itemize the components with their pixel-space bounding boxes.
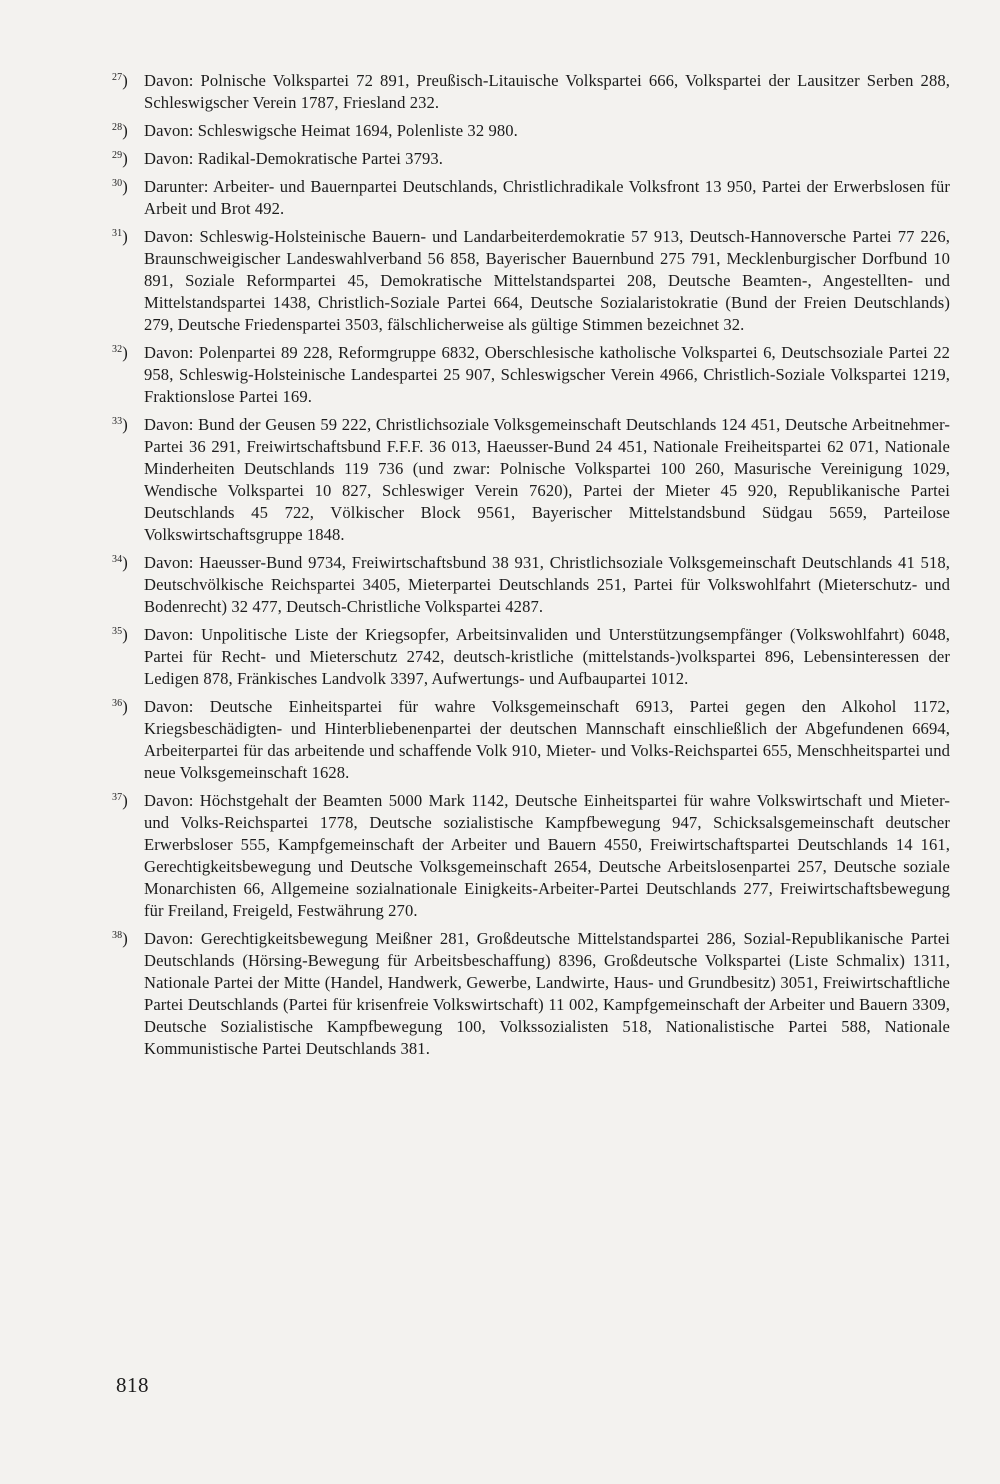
footnote-28 (112, 120, 950, 142)
footnote-text: Davon: Haeusser-Bund 9734, Freiwirtschaftsbund 38 931, Christlichsoziale Volksgemeinschaft Deutschlands 41 518, Deutschvölkische Reichspartei 3405, Mieterpartei Deutschlands 251, Partei für Volkswohlfahrt (Mieterschutz- und Bodenrecht) 32 477, Deutsch-Christliche Volkspartei 4287. (144, 553, 950, 616)
footnote-list (112, 70, 950, 1066)
footnote-number: 28 (112, 122, 123, 133)
footnote-number: 38 (112, 930, 123, 941)
footnote-marker: $^{34}$) (112, 553, 128, 572)
footnote-33 (112, 414, 950, 546)
footnote-number: 37 (112, 792, 123, 803)
footnote-30 (112, 176, 950, 220)
footnote-35 (112, 624, 950, 690)
footnote-marker: $^{33}$) (112, 415, 128, 434)
footnote-number: 34 (112, 554, 123, 565)
footnote-text: Darunter: Arbeiter- und Bauernpartei Deutschlands, Christlichradikale Volksfront 13 950, Partei der Erwerbslosen für Arbeit und Brot 492. (144, 177, 950, 218)
footnote-marker: $^{36}$) (112, 697, 128, 716)
footnote-37 (112, 790, 950, 922)
footnote-text: Davon: Deutsche Einheitspartei für wahre Volksgemeinschaft 6913, Partei gegen den Alkohol 1172, Kriegsbeschädigten- und Hinterbliebenenpartei der deutschen Mannschaft einschließlich der Abgefundenen 6694, Arbeiterpartei für das arbeitende und schaffende Volk 910, Mieter- und Volks-Reichspartei 655, Menschheitspartei und neue Volksgemeinschaft 1628. (144, 697, 950, 782)
footnote-number: 33 (112, 416, 123, 427)
footnote-text: Davon: Polnische Volkspartei 72 891, Preußisch-Litauische Volkspartei 666, Volkspartei der Lausitzer Serben 288, Schleswigscher Verein 1787, Friesland 232. (144, 71, 950, 112)
footnote-marker: $^{37}$) (112, 791, 128, 810)
footnote-number: 32 (112, 344, 123, 355)
footnote-number: 27 (112, 72, 123, 83)
footnote-text: Davon: Radikal-Demokratische Partei 3793. (144, 149, 444, 168)
footnote-marker: $^{27}$) (112, 71, 128, 90)
footnote-34 (112, 552, 950, 618)
footnote-number: 36 (112, 698, 123, 709)
footnote-marker: $^{32}$) (112, 343, 128, 362)
footnote-38 (112, 928, 950, 1060)
footnote-text: Davon: Bund der Geusen 59 222, Christlichsoziale Volksgemeinschaft Deutschlands 124 451, Deutsche Arbeitnehmer-Partei 36 291, Freiwirtschaftsbund F.F.F. 36 013, Haeusser-Bund 24 451, Nationale Freiheitspartei 62 071, Nationale Minderheiten Deutschlands 119 736 (und zwar: Polnische Volkspartei 100 260, Masurische Vereinigung 1029, Wendische Volkspartei 10 827, Schleswiger Verein 7620), Partei der Mieter 45 920, Republikanische Partei Deutschlands 45 722, Völkischer Block 9561, Bayerischer Mittelstandsbund Südgau 5659, Parteilose Volkswirtschaftsgruppe 1848. (144, 415, 950, 544)
footnote-29 (112, 148, 950, 170)
footnote-31 (112, 226, 950, 336)
footnote-32 (112, 342, 950, 408)
footnote-text: Davon: Unpolitische Liste der Kriegsopfer, Arbeitsinvaliden und Unterstützungsempfänger (Volkswohlfahrt) 6048, Partei für Recht- und Mieterschutz 2742, deutsch-kristliche (mittelstands-)volkspartei 896, Lebensinteressen der Ledigen 878, Fränkisches Landvolk 3397, Aufwertungs- und Aufbaupartei 1012. (144, 625, 950, 688)
footnote-number: 30 (112, 178, 123, 189)
footnote-marker: $^{30}$) (112, 177, 128, 196)
footnote-marker: $^{28}$) (112, 121, 128, 140)
footnote-number: 29 (112, 150, 123, 161)
footnote-marker: $^{29}$) (112, 149, 128, 168)
footnote-marker: $^{35}$) (112, 625, 128, 644)
footnote-marker: $^{38}$) (112, 929, 128, 948)
footnote-text: Davon: Polenpartei 89 228, Reformgruppe 6832, Oberschlesische katholische Volkspartei 6, Deutschsoziale Partei 22 958, Schleswig-Holsteinische Landespartei 25 907, Schleswigscher Verein 4966, Christlich-Soziale Volkspartei 1219, Fraktionslose Partei 169. (144, 343, 950, 406)
footnote-text: Davon: Schleswigsche Heimat 1694, Polenliste 32 980. (144, 121, 518, 140)
page-number: 818 (116, 1373, 149, 1397)
footnote-text: Davon: Schleswig-Holsteinische Bauern- und Landarbeiterdemokratie 57 913, Deutsch-Hannoversche Partei 77 226, Braunschweigischer Landeswahlverband 56 858, Bayerischer Bauernbund 275 791, Mecklenburgischer Dorfbund 10 891, Soziale Reformpartei 45, Demokratische Mittelstandspartei 208, Deutsche Beamten-, Angestellten- und Mittelstandspartei 1438, Christlich-Soziale Partei 664, Deutsche Sozialaristokratie (Bund der Freien Deutschlands) 279, Deutsche Friedenspartei 3503, fälschlicherweise als gültige Stimmen bezeichnet 32. (144, 227, 950, 334)
footnote-27 (112, 70, 950, 114)
footnote-number: 31 (112, 228, 123, 239)
footnote-text: Davon: Gerechtigkeitsbewegung Meißner 281, Großdeutsche Mittelstandspartei 286, Sozial-Republikanische Partei Deutschlands (Hörsing-Bewegung für Arbeitsbeschaffung) 8396, Großdeutsche Volkspartei (Liste Schmalix) 1311, Nationale Partei der Mitte (Handel, Handwerk, Gewerbe, Landwirte, Haus- und Grundbesitz) 3051, Freiwirtschaftliche Partei Deutschlands (Partei für krisenfreie Volkswirtschaft) 11 002, Kampfgemeinschaft der Arbeiter und Bauern 3309, Deutsche Sozialistische Kampfbewegung 100, Volkssozialisten 518, Nationalistische Partei 588, Nationale Kommunistische Partei Deutschlands 381. (144, 929, 950, 1058)
footnote-marker: $^{31}$) (112, 227, 128, 246)
footnote-36 (112, 696, 950, 784)
footnote-number: 35 (112, 626, 123, 637)
footnote-text: Davon: Höchstgehalt der Beamten 5000 Mark 1142, Deutsche Einheitspartei für wahre Volkswirtschaft und Mieter- und Volks-Reichspartei 1778, Deutsche sozialistische Kampfbewegung 947, Schicksalsgemeinschaft deutscher Erwerbsloser 555, Kampfgemeinschaft der Arbeiter und Bauern 4550, Freiwirtschaftspartei Deutschlands 14 161, Gerechtigkeitsbewegung und Deutsche Volksgemeinschaft 2654, Deutsche Arbeitslosenpartei 257, Deutsche soziale Monarchisten 66, Allgemeine sozialnationale Einigkeits-Arbeiter-Partei Deutschlands 277, Freiwirtschaftsbewegung für Freiland, Freigeld, Festwährung 270. (144, 791, 950, 920)
